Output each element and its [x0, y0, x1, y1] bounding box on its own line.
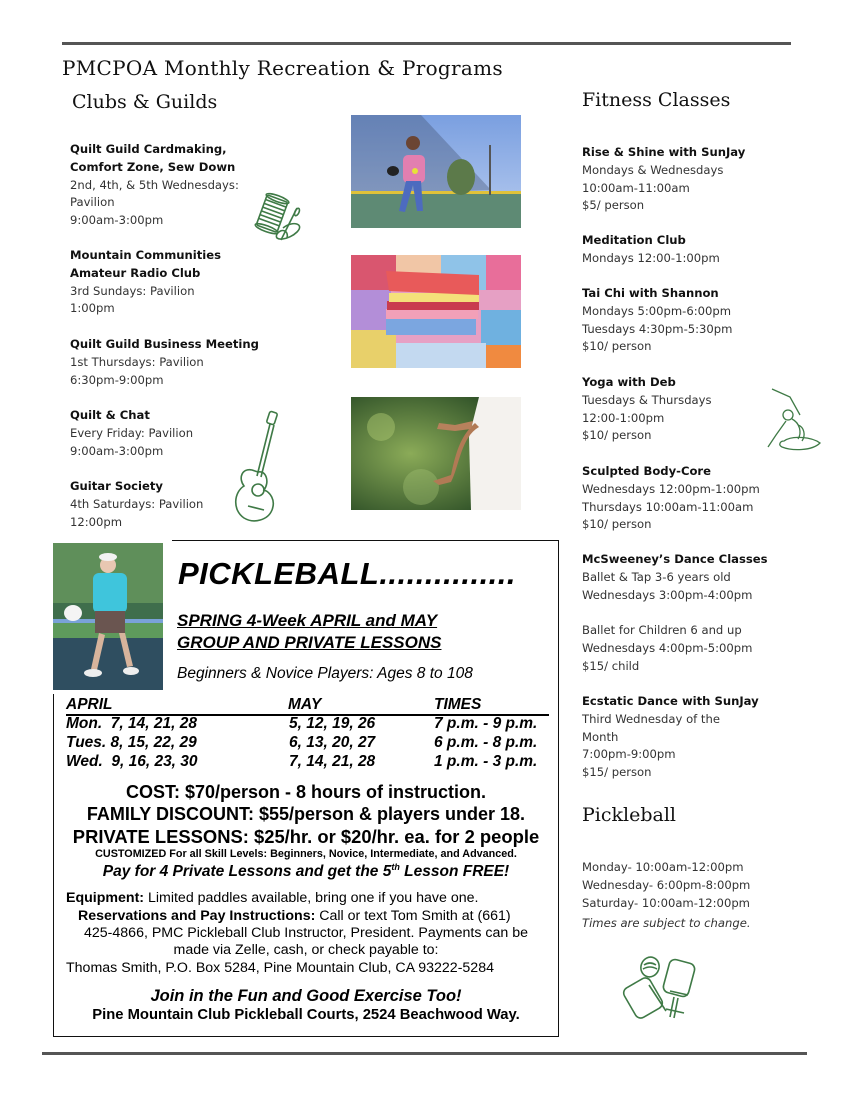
club-detail: 9:00am-3:00pm: [70, 213, 164, 228]
fitness-item: [582, 374, 782, 445]
reservations-text: Call or text Tom Smith at (661): [315, 908, 511, 924]
thread-spool-icon: [253, 190, 309, 246]
pickleball-time: Saturday- 10:00am-12:00pm: [582, 895, 750, 910]
flyer-promo: [53, 862, 559, 881]
fitness-item: [582, 693, 782, 782]
yoga-pose-icon: [762, 385, 826, 455]
promo-text: Pay for 4 Private Lessons and get the 5: [102, 863, 392, 881]
flyer-location: Pine Mountain Club Pickleball Courts, 2524 Beachwood Way.: [92, 1007, 520, 1023]
flyer-title: PICKLEBALL...............: [178, 556, 517, 591]
fitness-detail: Mondays 12:00-1:00pm: [582, 250, 720, 265]
flyer-subtitle: GROUP AND PRIVATE LESSONS: [177, 633, 442, 652]
pickleball-time: Monday- 10:00am-12:00pm: [582, 860, 744, 874]
fitness-detail: Tuesdays & Thursdays: [582, 392, 712, 407]
schedule-cell: 7, 14, 21, 28: [289, 753, 376, 770]
fitness-name: Meditation Club: [582, 233, 686, 247]
fitness-detail: $10/ person: [582, 339, 652, 354]
club-name: Amateur Radio Club: [70, 265, 201, 280]
club-detail: 4th Saturdays: Pavilion: [70, 496, 204, 511]
schedule-cell: 1 p.m. - 3 p.m.: [434, 753, 538, 770]
guitar-icon: [230, 410, 286, 525]
fitness-detail: 12:00-1:00pm: [582, 410, 665, 425]
club-name: Quilt Guild Business Meeting: [70, 337, 259, 351]
flyer-join: Join in the Fun and Good Exercise Too!: [150, 987, 462, 1005]
schedule-cell: Mon. 7, 14, 21, 28: [66, 715, 197, 732]
fitness-name: McSweeney’s Dance Classes: [582, 552, 768, 566]
tai-chi-photo: [351, 397, 521, 510]
fitness-detail: $10/ person: [582, 428, 652, 443]
promo-superscript: th: [391, 862, 400, 872]
club-detail: 3rd Sundays: Pavilion: [70, 283, 195, 298]
schedule-cell: Wed. 9, 16, 23, 30: [66, 753, 198, 770]
flyer-family-discount: FAMILY DISCOUNT: $55/person & players under 18.: [86, 804, 526, 824]
page-title: PMCPOA Monthly Recreation & Programs: [62, 56, 503, 80]
flyer-reservations-line3: made via Zelle, cash, or check payable to:: [173, 942, 439, 958]
clubs-heading: Clubs & Guilds: [72, 91, 218, 113]
fitness-detail: 10:00am-11:00am: [582, 180, 690, 195]
flyer-equipment: [66, 890, 478, 906]
schedule-header-april: APRIL: [66, 696, 113, 713]
pickleball-paddles-icon: [622, 955, 702, 1025]
schedule-header-may: MAY: [288, 696, 322, 713]
flyer-address: Thomas Smith, P.O. Box 5284, Pine Mountain Club, CA 93222-5284: [66, 960, 494, 976]
reservations-label: Reservations and Pay Instructions:: [78, 908, 316, 924]
fitness-name: Yoga with Deb: [582, 375, 676, 389]
flyer-reservations-line2: 425-4866, PMC Pickleball Club Instructor, President. Payments can be: [84, 925, 528, 941]
fitness-detail: 7:00pm-9:00pm: [582, 747, 676, 762]
fitness-detail: Third Wednesday of the: [582, 711, 720, 726]
fitness-detail: Thursdays 10:00am-11:00am: [582, 499, 754, 514]
fitness-detail: $15/ person: [582, 765, 652, 780]
fitness-detail: Wednesdays 3:00pm-4:00pm: [582, 587, 753, 602]
flyer-private-lessons: PRIVATE LESSONS: $25/hr. or $20/hr. ea. for 2 people: [72, 826, 540, 847]
club-detail: 12:00pm: [70, 514, 123, 529]
fabric-stack-photo: [351, 255, 521, 368]
schedule-cell: Tues. 8, 15, 22, 29: [66, 734, 197, 751]
club-detail: 9:00am-3:00pm: [70, 443, 164, 458]
fitness-detail: Tuesdays 4:30pm-5:30pm: [582, 321, 733, 336]
pickleball-note: Times are subject to change.: [582, 916, 751, 931]
club-name: Quilt & Chat: [70, 408, 150, 422]
club-detail: 1st Thursdays: Pavilion: [70, 354, 204, 369]
fitness-name: Ecstatic Dance with SunJay: [582, 694, 759, 708]
fitness-name: Tai Chi with Shannon: [582, 286, 719, 300]
fitness-item: [582, 144, 782, 215]
top-rule: [62, 42, 791, 45]
schedule-cell: 5, 12, 19, 26: [289, 715, 376, 732]
club-name: Quilt Guild Cardmaking,: [70, 142, 227, 156]
fitness-detail: Wednesdays 12:00pm-1:00pm: [582, 481, 760, 496]
club-item: [70, 141, 270, 230]
club-detail: 2nd, 4th, & 5th Wednesdays:: [70, 177, 239, 192]
club-name: Guitar Society: [70, 479, 163, 493]
club-item: [70, 247, 270, 318]
equipment-text: Limited paddles available, bring one if you have one.: [144, 890, 479, 906]
fitness-item: [582, 463, 782, 534]
fitness-name: Sculpted Body-Core: [582, 464, 712, 478]
flyer-reservations: [78, 908, 511, 924]
fitness-detail: Mondays & Wednesdays: [582, 162, 724, 177]
pickleball-instructor-photo: [53, 543, 163, 690]
club-detail: Every Friday: Pavilion: [70, 425, 194, 440]
fitness-detail: $15/ child: [582, 658, 640, 673]
fitness-detail: [582, 604, 782, 622]
fitness-detail: Ballet & Tap 3-6 years old: [582, 569, 731, 584]
fitness-detail: $5/ person: [582, 198, 645, 213]
flyer-cost: COST: $70/person - 8 hours of instruction.: [125, 782, 487, 802]
schedule-header-times: TIMES: [434, 696, 482, 713]
promo-text: Lesson FREE!: [399, 863, 510, 881]
club-detail: 6:30pm-9:00pm: [70, 372, 164, 387]
pickleball-times: [582, 859, 782, 933]
club-detail: 1:00pm: [70, 301, 115, 316]
club-detail: Pavilion: [70, 195, 115, 210]
pickleball-player-photo: [351, 115, 521, 228]
pickleball-time: Wednesday- 6:00pm-8:00pm: [582, 877, 751, 892]
fitness-name: Rise & Shine with SunJay: [582, 145, 746, 159]
club-name: Comfort Zone, Sew Down: [70, 159, 236, 174]
fitness-item: [582, 232, 782, 268]
schedule-cell: 6, 13, 20, 27: [289, 734, 376, 751]
club-item: [70, 336, 270, 389]
fitness-heading: Fitness Classes: [582, 89, 731, 111]
club-name: Mountain Communities: [70, 248, 222, 262]
fitness-item: [582, 285, 782, 356]
equipment-label: Equipment:: [66, 890, 145, 906]
fitness-detail: Mondays 5:00pm-6:00pm: [582, 303, 732, 318]
flyer-subtitle: SPRING 4-Week APRIL and MAY: [177, 611, 438, 630]
pickleball-heading: Pickleball: [582, 804, 676, 826]
fitness-item: [582, 551, 782, 676]
fitness-detail: Month: [582, 729, 619, 744]
fitness-detail: Wednesdays 4:00pm-5:00pm: [582, 640, 753, 655]
flyer-customized: CUSTOMIZED For all Skill Levels: Beginners, Novice, Intermediate, and Advanced.: [95, 848, 517, 860]
fitness-detail: $10/ person: [582, 517, 652, 532]
fitness-detail: Ballet for Children 6 and up: [582, 623, 742, 638]
schedule-cell: 7 p.m. - 9 p.m.: [434, 715, 538, 732]
flyer-audience: Beginners & Novice Players: Ages 8 to 108: [177, 665, 473, 682]
bottom-rule: [42, 1052, 807, 1055]
schedule-cell: 6 p.m. - 8 p.m.: [434, 734, 538, 751]
